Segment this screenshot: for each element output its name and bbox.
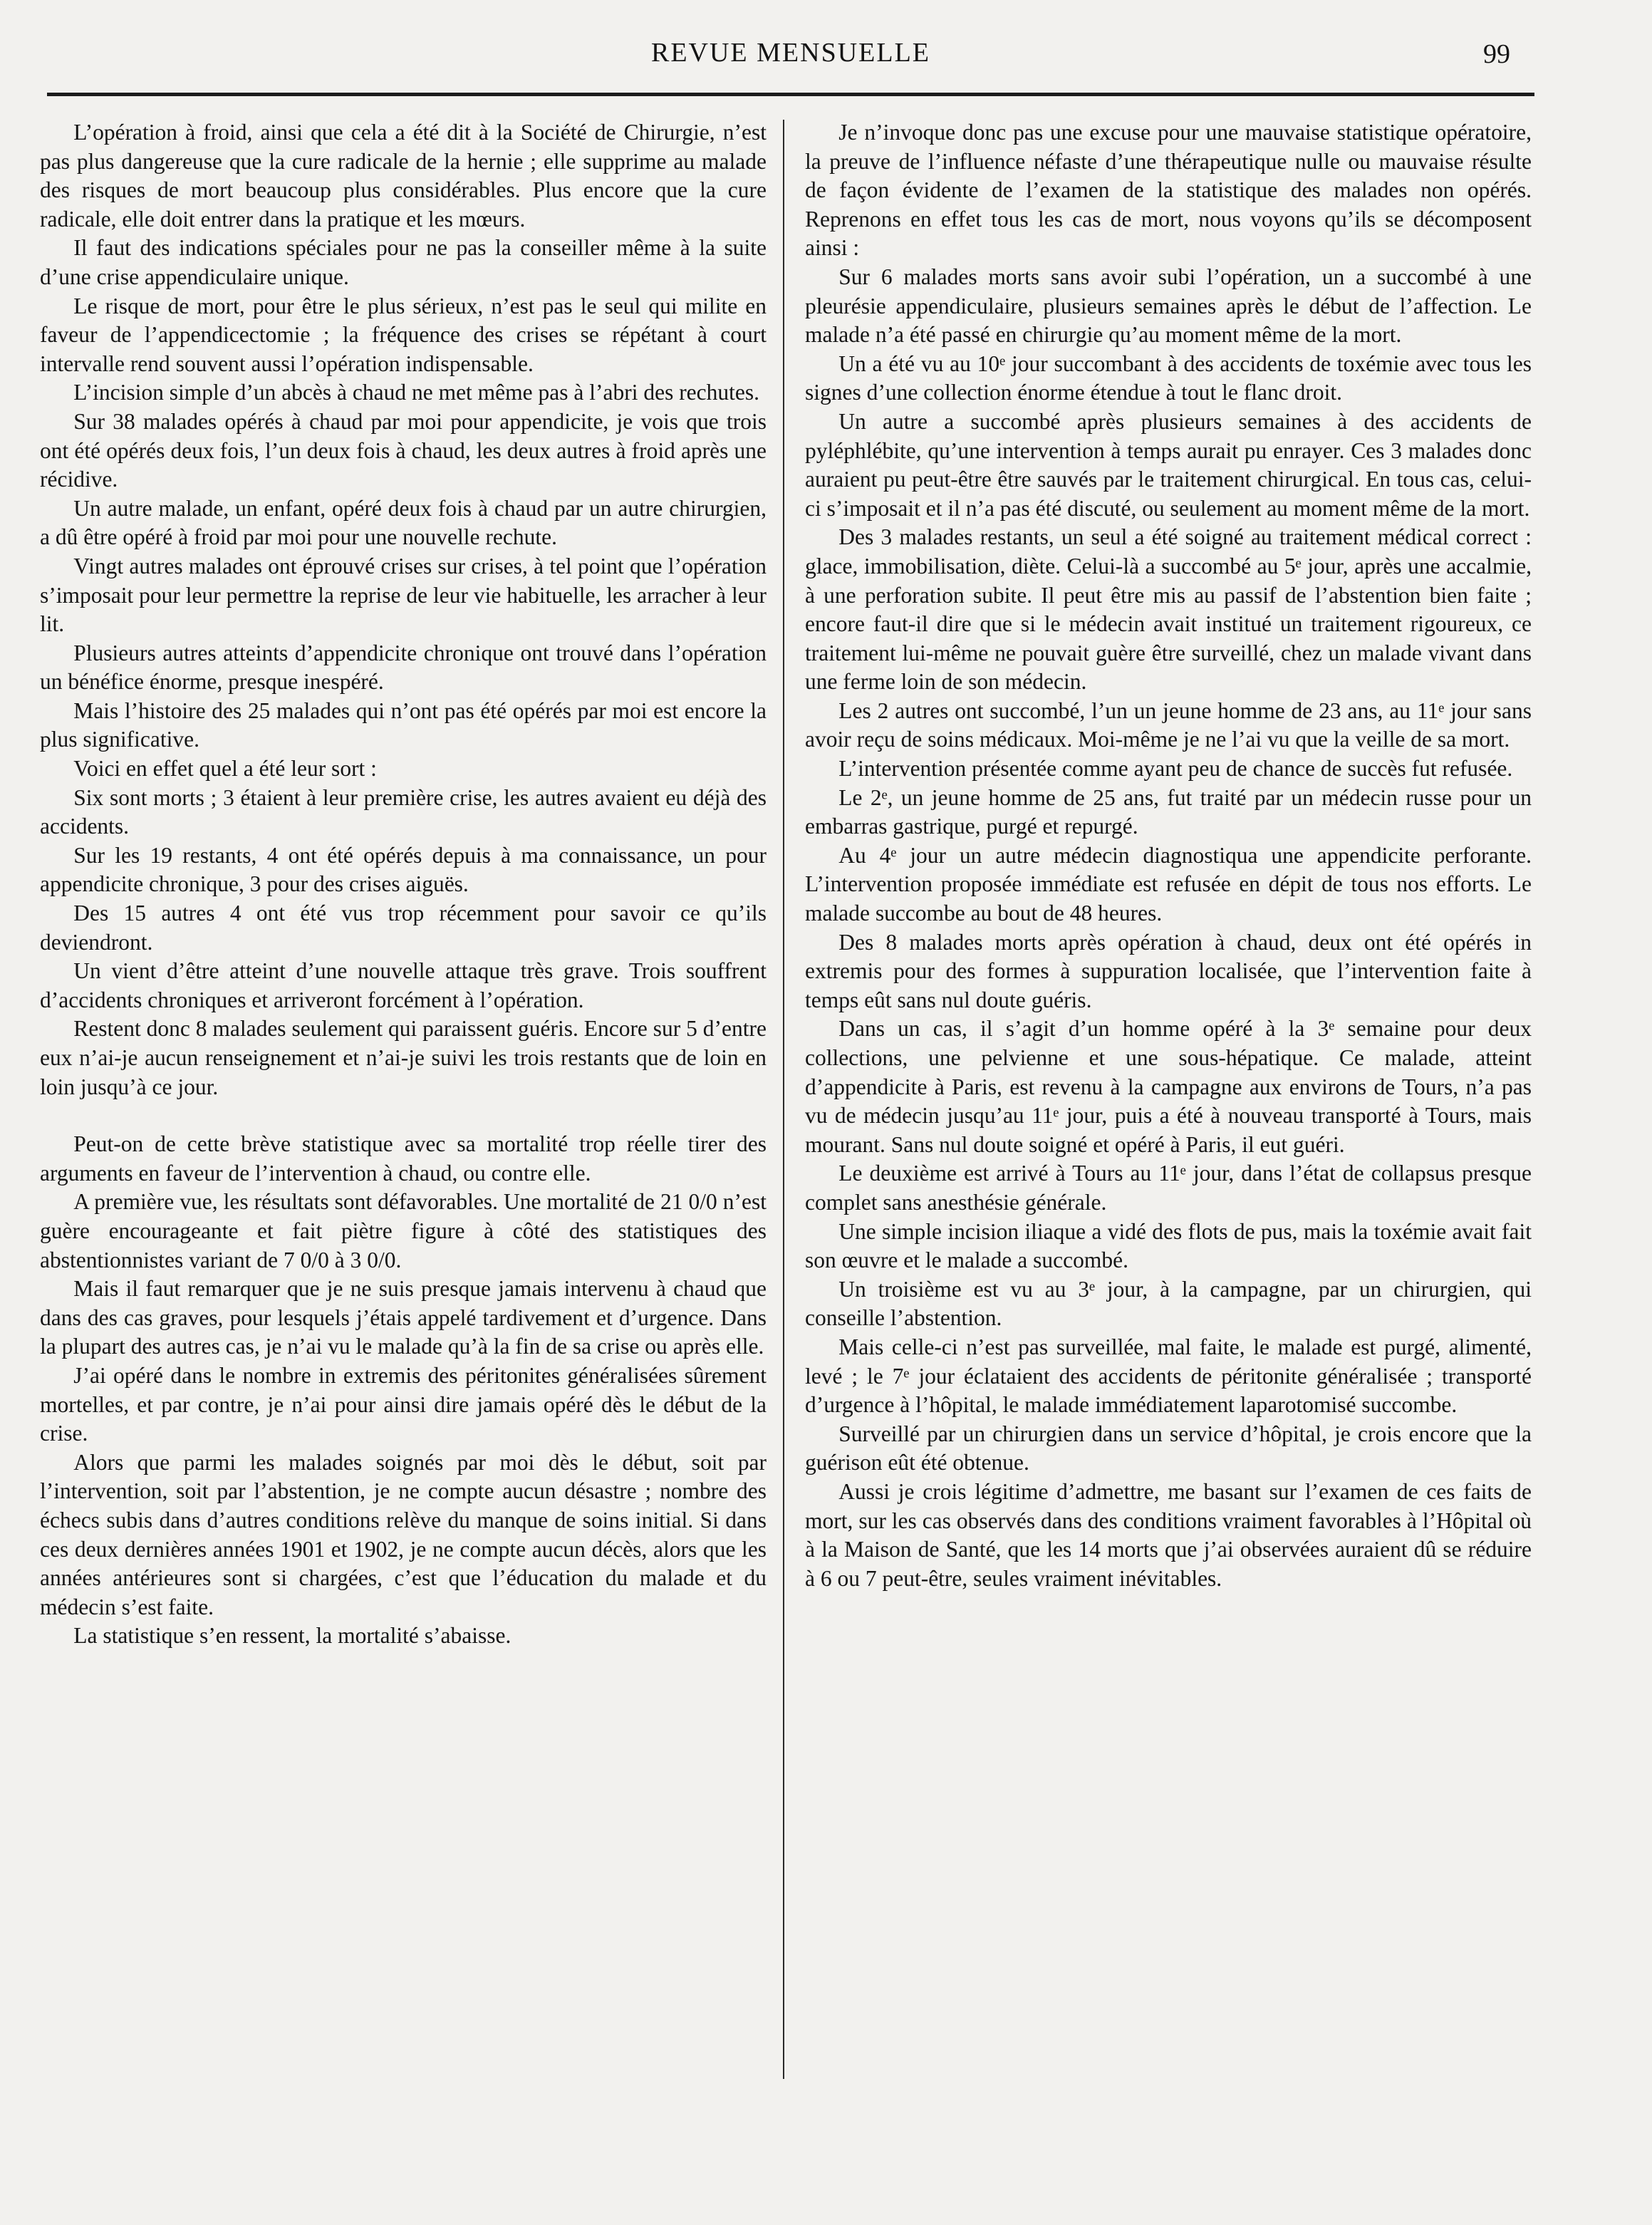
paragraph: Mais celle-ci n’est pas surveillée, mal faite, le malade est purgé, alimenté, levé ; le 7ᵉ jour éclataient des accidents de péritonite généralisée ; transporté d’urgence à l’hôpital, le malade immédiatement laparotomisé succombe. [805,1334,1532,1418]
paragraph: Aussi je crois légitime d’admettre, me basant sur l’examen de ces faits de mort, sur les cas observés dans des conditions vraiment favorables à l’Hôpital où à la Maison de Santé, que les 14 morts que j’ai observées auraient dû se réduire à 6 ou 7 peut-être, seules vraiment inévitables. [805,1478,1532,1591]
right-column [805,118,1532,1593]
paragraph: Le 2ᵉ, un jeune homme de 25 ans, fut traité par un médecin russe pour un embarras gastrique, purgé et repurgé. [805,784,1532,839]
paragraph: Il faut des indications spéciales pour ne pas la conseiller même à la suite d’une crise appendiculaire unique. [40,235,767,289]
paragraph: Une simple incision iliaque a vidé des flots de pus, mais la toxémie avait fait son œuvre et le malade a succombé. [805,1218,1532,1273]
paragraph: Voici en effet quel a été leur sort : [73,756,377,782]
paragraph: Les 2 autres ont succombé, l’un un jeune homme de 23 ans, au 11ᵉ jour sans avoir reçu de soins médicaux. Moi-même je ne l’ai vu que la veille de sa mort. [805,697,1532,752]
left-column [40,118,767,1651]
paragraph: La statistique s’en ressent, la mortalité s’abaisse. [73,1623,511,1649]
paragraph: Sur 6 malades morts sans avoir subi l’opération, un a succombé à une pleurésie appendiculaire, plusieurs semaines après le début de l’affection. Le malade n’a été passé en chirurgie qu’au moment même de la mort. [805,264,1532,348]
header-rule [47,93,1534,96]
paragraph: J’ai opéré dans le nombre in extremis des péritonites généralisées sûrement mortelles, et par contre, je n’ai pour ainsi dire jamais opéré dès le début de la crise. [40,1362,767,1446]
paragraph: Mais il faut remarquer que je ne suis presque jamais intervenu à chaud que dans des cas graves, pour lesquels j’étais appelé tardivement et d’urgence. Dans la plupart des autres cas, je n’ai vu le malade qu’à la fin de sa crise ou après elle. [40,1276,767,1359]
paragraph: Restent donc 8 malades seulement qui paraissent guéris. Encore sur 5 d’entre eux n’ai-je aucun renseignement et n’ai-je suivi les trois restants que de loin en loin jusqu’à ce jour. [40,1016,767,1099]
paragraph: Sur 38 malades opérés à chaud par moi pour appendicite, je vois que trois ont été opérés deux fois, l’un deux fois à chaud, les deux autres à froid après une récidive. [40,408,767,492]
paragraph: Mais l’histoire des 25 malades qui n’ont pas été opérés par moi est encore la plus significative. [40,697,767,752]
paragraph: Des 8 malades morts après opération à chaud, deux ont été opérés in extremis pour des formes à suppuration localisée, que l’intervention faite à temps eût sans nul doute guéris. [805,929,1532,1012]
paragraph: L’incision simple d’un abcès à chaud ne met même pas à l’abri des rechutes. [73,380,760,405]
page-header [43,37,1539,80]
paragraph: A première vue, les résultats sont défavorables. Une mortalité de 21 0/0 n’est guère encourageante et fait piètre figure à côté des statistiques des abstentionnistes variant de 7 0/0 à 3 0/0. [40,1189,767,1272]
paragraph: Dans un cas, il s’agit d’un homme opéré à la 3ᵉ semaine pour deux collections, une pelvienne et une sous-hépatique. Ce malade, atteint d’appendicite à Paris, est revenu à la campagne aux environs de Tours, n’a pas vu de médecin jusqu’au 11ᵉ jour, puis a été à nouveau transporté à Tours, mais mourant. Sans nul doute soigné et opéré à Paris, il eut guéri. [805,1016,1532,1157]
paragraph: Le risque de mort, pour être le plus sérieux, n’est pas le seul qui milite en faveur de l’appendicectomie ; la fréquence des crises se répétant à court intervalle rend souvent aussi l’opération indispensable. [40,293,767,376]
paragraph: Sur les 19 restants, 4 ont été opérés depuis à ma connaissance, un pour appendicite chronique, 3 pour des crises aiguës. [40,842,767,897]
paragraph: Peut-on de cette brève statistique avec sa mortalité trop réelle tirer des arguments en faveur de l’intervention à chaud, ou contre elle. [40,1131,767,1186]
paragraph: Un vient d’être atteint d’une nouvelle attaque très grave. Trois souffrent d’accidents chroniques et arriveront forcément à l’opération. [40,958,767,1012]
paragraph: Six sont morts ; 3 étaient à leur première crise, les autres avaient eu déjà des accidents. [40,784,767,839]
paragraph: L’opération à froid, ainsi que cela a été dit à la Société de Chirurgie, n’est pas plus dangereuse que la cure radicale de la hernie ; elle supprime au malade des risques de mort beaucoup plus considérables. Plus encore que la cure radicale, elle doit entrer dans la pratique et les mœurs. [40,120,767,232]
paragraph: Surveillé par un chirurgien dans un service d’hôpital, je crois encore que la guérison eût été obtenue. [805,1421,1532,1475]
paragraph: Un autre malade, un enfant, opéré deux fois à chaud par un autre chirurgien, a dû être opéré à froid par moi pour une nouvelle rechute. [40,495,767,550]
running-title: REVUE MENSUELLE [650,38,931,68]
paragraph: Je n’invoque donc pas une excuse pour une mauvaise statistique opératoire, la preuve de l’influence néfaste d’une thérapeutique nulle ou mauvaise résulte de façon évidente de l’examen de la statistique des malades non opérés. Reprenons en effet tous les cas de mort, nous voyons qu’ils se décomposent ainsi : [805,120,1532,261]
paragraph: Au 4ᵉ jour un autre médecin diagnostiqua une appendicite perforante. L’intervention proposée immédiate est refusée en dépit de tous nos efforts. Le malade succombe au bout de 48 heures. [805,842,1532,926]
paragraph: Vingt autres malades ont éprouvé crises sur crises, à tel point que l’opération s’imposait pour leur permettre la reprise de leur vie habituelle, les arracher à leur lit. [40,553,767,637]
paragraph: Le deuxième est arrivé à Tours au 11ᵉ jour, dans l’état de collapsus presque complet sans anesthésie générale. [805,1161,1532,1215]
page-number: 99 [1483,39,1510,69]
paragraph: Alors que parmi les malades soignés par moi dès le début, soit par l’intervention, soit par l’abstention, je ne compte aucun désastre ; nombre des échecs subis dans d’autres conditions relève du manque de soins initial. Si dans ces deux dernières années 1901 et 1902, je ne compte aucun décès, alors que les années antérieures sont si chargées, c’est que l’éducation du malade et du médecin s’est faite. [40,1449,767,1619]
paragraph: L’intervention présentée comme ayant peu de chance de succès fut refusée. [838,756,1513,782]
paragraph: Des 15 autres 4 ont été vus trop récemment pour savoir ce qu’ils deviendront. [40,901,767,955]
paragraph: Un a été vu au 10ᵉ jour succombant à des accidents de toxémie avec tous les signes d’une collection énorme étendue à tout le flanc droit. [805,351,1532,405]
paragraph: Plusieurs autres atteints d’appendicite chronique ont trouvé dans l’opération un bénéfice énorme, presque inespéré. [40,640,767,695]
column-divider [783,120,784,2079]
paragraph: Un autre a succombé après plusieurs semaines à des accidents de pyléphlébite, qu’une intervention à temps aurait pu enrayer. Ces 3 malades donc auraient pu peut-être être sauvés par le traitement chirurgical. En tous cas, celui-ci s’imposait et il n’a pas été discuté, ou seulement au moment même de la mort. [805,408,1532,521]
paragraph: Des 3 malades restants, un seul a été soigné au traitement médical correct : glace, immobilisation, diète. Celui-là a succombé au 5ᵉ jour, après une accalmie, à une perforation subite. Il peut être mis au passif de l’abstention bien faite ; encore faut-il dire que si le médecin avait institué un traitement rigoureux, ce traitement lui-même ne pouvait guère être surveillé, chez un malade vivant dans une ferme loin de son médecin. [805,524,1532,695]
paragraph: Un troisième est vu au 3ᵉ jour, à la campagne, par un chirurgien, qui conseille l’abstention. [805,1276,1532,1331]
